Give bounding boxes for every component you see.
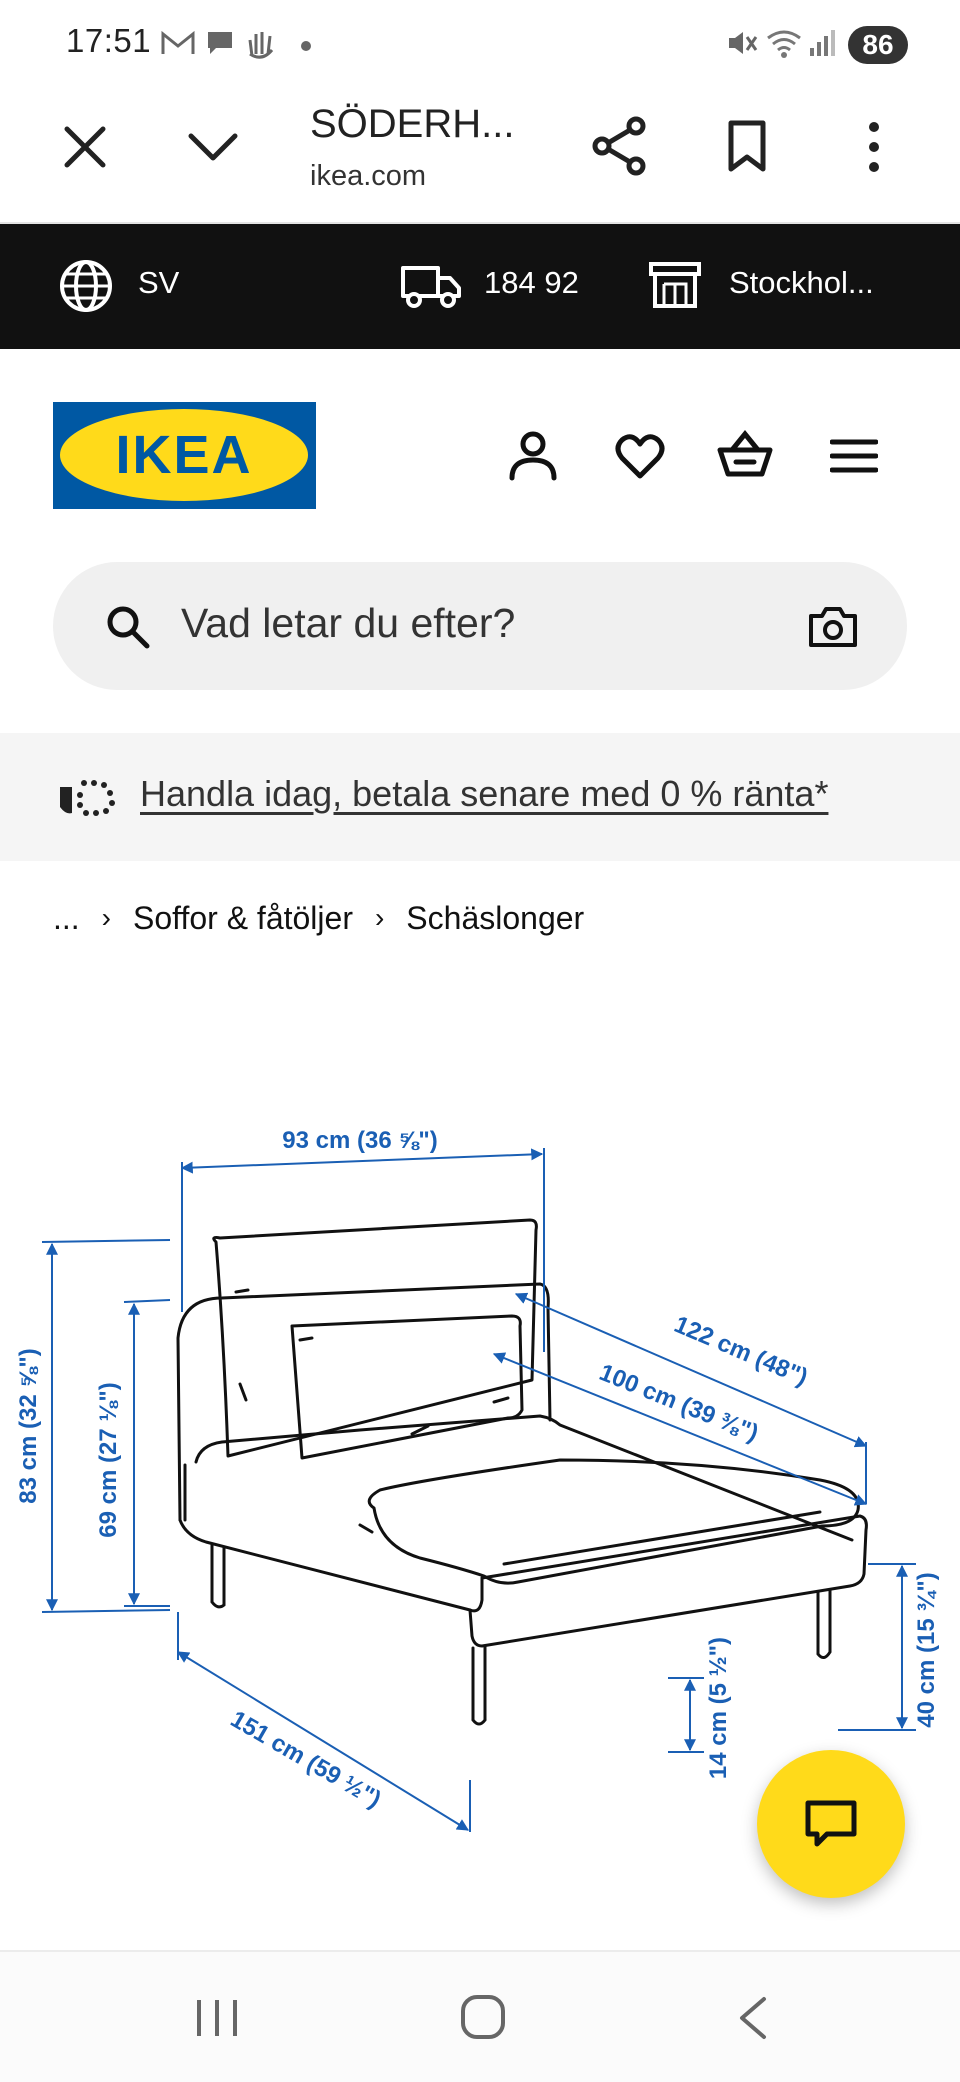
chevron-right-icon: › xyxy=(374,902,385,933)
payment-icon xyxy=(58,777,116,817)
store-icon[interactable] xyxy=(648,260,702,310)
shopping-basket-icon[interactable] xyxy=(716,428,774,480)
chevron-right-icon: › xyxy=(101,902,111,933)
chat-button[interactable] xyxy=(757,1750,905,1898)
ikea-logo-text: IKEA xyxy=(115,425,253,485)
promo-link[interactable]: Handla idag, betala senare med 0 % ränta* xyxy=(140,773,829,814)
dimension-leg-height: 14 cm (5 ½") xyxy=(705,1636,732,1780)
dimension-back-height: 69 cm (27 ⅛") xyxy=(95,1382,122,1538)
ikea-logo[interactable] xyxy=(53,402,316,509)
system-nav-bar xyxy=(0,1950,960,2082)
recent-apps-icon[interactable] xyxy=(194,1998,240,2038)
page-domain[interactable]: ikea.com xyxy=(310,160,427,192)
notification-dot-icon xyxy=(300,40,312,52)
search-icon xyxy=(105,604,151,650)
heart-icon[interactable] xyxy=(614,432,666,480)
mute-icon xyxy=(726,28,758,58)
chat-icon xyxy=(803,1798,859,1850)
chat-notification-icon xyxy=(204,28,236,58)
postal-code-label[interactable]: 184 92 xyxy=(484,265,579,300)
home-icon[interactable] xyxy=(460,1994,506,2040)
gmail-icon xyxy=(160,28,196,58)
dimension-width: 93 cm (36 ⅝") xyxy=(282,1127,438,1154)
breadcrumb-item-sofas[interactable]: Soffor & fåtöljer xyxy=(133,899,353,936)
more-options-icon[interactable] xyxy=(866,120,882,174)
dimension-depth-outer: 122 cm (48") xyxy=(670,1310,812,1392)
wifi-icon xyxy=(764,28,804,60)
breadcrumb xyxy=(53,896,584,940)
dimension-height: 83 cm (32 ⅝") xyxy=(15,1348,42,1504)
hamburger-menu-icon[interactable] xyxy=(830,438,878,474)
breadcrumb-ellipsis[interactable]: ... xyxy=(53,899,80,936)
dimension-depth-inner: 100 cm (39 ⅜") xyxy=(595,1358,763,1448)
dimension-lines xyxy=(42,1148,916,1832)
breadcrumb-item-chaise-longues[interactable]: Schäslonger xyxy=(406,899,585,936)
delivery-truck-icon[interactable] xyxy=(400,262,462,310)
chaise-longue-drawing xyxy=(178,1220,866,1724)
status-time: 17:51 xyxy=(66,22,152,59)
dimension-seat-height: 40 cm (15 ¾") xyxy=(913,1572,940,1728)
globe-icon[interactable] xyxy=(58,258,114,314)
battery-indicator: 86 xyxy=(848,26,908,64)
store-label[interactable]: Stockhol... xyxy=(729,265,874,300)
language-label[interactable]: SV xyxy=(138,265,180,300)
share-icon[interactable] xyxy=(590,116,648,176)
product-dimension-diagram[interactable] xyxy=(0,1080,960,1860)
back-icon[interactable] xyxy=(736,1996,768,2040)
camera-icon[interactable] xyxy=(808,606,858,648)
hand-wave-icon xyxy=(244,28,278,60)
close-icon[interactable] xyxy=(62,124,108,170)
locale-bar xyxy=(0,224,960,349)
ikea-logo-mark xyxy=(53,402,316,509)
promo-banner xyxy=(0,733,960,861)
chevron-down-icon[interactable] xyxy=(186,128,240,164)
bookmark-icon[interactable] xyxy=(726,118,768,174)
search-bar[interactable] xyxy=(53,562,907,690)
dimension-length: 151 cm (59 ½") xyxy=(225,1705,386,1814)
signal-icon xyxy=(808,28,838,58)
status-bar xyxy=(0,0,960,86)
search-input[interactable]: Vad letar du efter? xyxy=(181,600,516,646)
account-icon[interactable] xyxy=(508,430,558,482)
page-title[interactable]: SÖDERH... xyxy=(310,102,515,146)
